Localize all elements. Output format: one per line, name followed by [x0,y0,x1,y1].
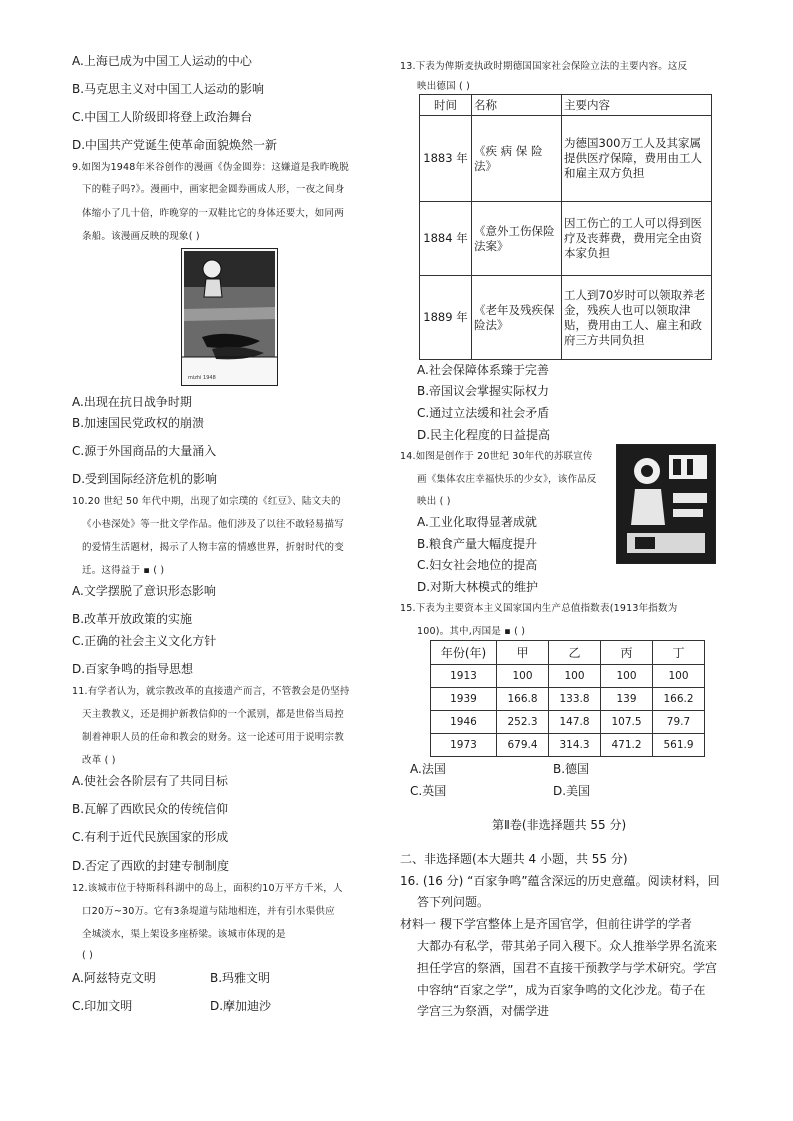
table-cell: 561.9 [653,734,705,757]
q12-option-c[interactable]: C.印加文明 [72,999,133,1013]
q11-option-c[interactable]: C.有利于近代民族国家的形成 [72,830,229,844]
table-cell-year: 1884 年 [420,202,472,276]
table-header-cell: 年份(年) [431,641,497,665]
table-cell-name: 《意外工伤保险法案》 [472,202,562,276]
q14-stem-line: 映出 ( ) [417,496,451,507]
q8-option-c[interactable]: C.中国工人阶级即将登上政治舞台 [72,110,253,124]
q15-table [430,640,705,757]
q10-option-a[interactable]: A.文学摆脱了意识形态影响 [72,584,216,598]
table-cell: 166.2 [653,688,705,711]
table-cell: 471.2 [601,734,653,757]
table-cell: 139 [601,688,653,711]
q14-stem-line: 14.如图是创作于 20世纪 30年代的苏联宣传 [400,451,593,462]
q14-poster-image [616,444,716,564]
table-row [431,734,705,757]
table-row [431,688,705,711]
q16-line: 材料一 稷下学宫整体上是齐国官学，但前往讲学的学者 [400,917,692,931]
table-header-cell: 丁 [653,641,705,665]
table-cell-content: 为德国300万工人及其家属提供医疗保障，费用由工人和雇主双方负担 [562,116,712,202]
q13-stem-line: 映出德国 ( ) [417,81,471,92]
q8-option-d[interactable]: D.中国共产党诞生使革命面貌焕然一新 [72,138,278,152]
q10-option-b[interactable]: B.改革开放政策的实施 [72,612,193,626]
table-cell-content: 工人到70岁时可以领取养老金，残疾人也可以领取津贴，费用由工人、雇主和政府三方共同负担 [562,276,712,360]
table-header-cell: 主要内容 [562,95,712,116]
q9-option-d[interactable]: D.受到国际经济危机的影响 [72,472,218,486]
q16-line: 担任学宫的祭酒，国君不直接干预教学与学术研究。学宫 [417,961,718,975]
q13-option-d[interactable]: D.民主化程度的日益提高 [417,428,551,442]
table-cell: 100 [549,665,601,688]
q16-line: 中容纳“百家之学”，成为百家争鸣的文化沙龙。荀子在 [417,983,706,997]
table-cell-content: 因工伤亡的工人可以得到医疗及丧葬费，费用完全由资本家负担 [562,202,712,276]
table-cell: 252.3 [497,711,549,734]
q13-option-c[interactable]: C.通过立法缓和社会矛盾 [417,406,550,420]
table-header-cell: 丙 [601,641,653,665]
q16-line: 16. (16 分) “百家争鸣”蕴含深远的历史意蕴。阅读材料，回 [400,874,720,888]
q11-option-d[interactable]: D.否定了西欧的封建专制制度 [72,859,230,873]
q14-option-b[interactable]: B.粮食产量大幅度提升 [417,537,538,551]
q8-option-b[interactable]: B.马克思主义对中国工人运动的影响 [72,82,265,96]
q12-option-b[interactable]: B.玛雅文明 [210,971,271,985]
q16-line: 学宫三为祭酒，对儒学进 [417,1004,550,1018]
table-cell: 100 [601,665,653,688]
q9-stem-line: 条船。该漫画反映的现象( ) [82,231,200,242]
q11-stem-line: 改革 ( ) [82,755,116,766]
q9-stem-line: 下的鞋子吗?》。漫画中，画家把金圆券画成人形，一夜之间身 [82,184,345,195]
table-cell: 166.8 [497,688,549,711]
q12-stem-line: 口20万~30万。它有3条堤道与陆地相连，并有引水渠供应 [82,906,335,917]
table-cell-year: 1889 年 [420,276,472,360]
table-cell: 1913 [431,665,497,688]
part2-heading: 二、非选择题(本大题共 4 小题，共 55 分) [400,852,628,866]
table-header-cell: 乙 [549,641,601,665]
section-title: 第Ⅱ卷(非选择题共 55 分) [492,818,627,832]
q9-option-c[interactable]: C.源于外国商品的大量涌入 [72,444,217,458]
table-row [431,711,705,734]
q12-stem-line: 全城淡水，渠上架设多座桥梁。该城市体现的是 [82,929,286,940]
table-row [420,202,712,276]
table-cell: 107.5 [601,711,653,734]
q15-option-d[interactable]: D.美国 [553,784,591,798]
q12-option-a[interactable]: A.阿兹特克文明 [72,971,156,985]
table-header-row [431,641,705,665]
q14-option-c[interactable]: C.妇女社会地位的提高 [417,558,538,572]
q9-cartoon-image [181,248,278,386]
table-cell: 314.3 [549,734,601,757]
q9-option-a[interactable]: A.出现在抗日战争时期 [72,395,192,409]
q10-stem-line: 《小巷深处》等一批文学作品。他们涉及了以往不敢轻易描写 [82,519,344,530]
q9-stem-line: 9.如图为1948年米谷创作的漫画《伪金圆券：这嫌道是我昨晚脱 [72,162,349,173]
table-header-cell: 时间 [420,95,472,116]
q9-stem-line: 体缩小了几十倍，昨晚穿的一双鞋比它的身体还要大，如同两 [82,208,344,219]
table-cell: 79.7 [653,711,705,734]
q15-option-b[interactable]: B.德国 [553,762,590,776]
q12-stem-line: ( ) [82,950,94,961]
q10-stem-line: 10.20 世纪 50 年代中期，出现了如宗璞的《红豆》、陆文夫的 [72,496,341,507]
q11-stem-line: 天主教教义，还是拥护新教信仰的一个派别，都是世俗当局控 [82,709,344,720]
q9-option-b[interactable]: B.加速国民党政权的崩溃 [72,416,205,430]
table-cell: 100 [653,665,705,688]
table-row [431,665,705,688]
q10-option-c[interactable]: C.正确的社会主义文化方针 [72,634,217,648]
q9-image-caption: mizhi 1948 [188,375,216,381]
table-row [420,116,712,202]
table-cell-name: 《老年及残疾保险法》 [472,276,562,360]
q13-option-a[interactable]: A.社会保障体系臻于完善 [417,363,549,377]
q11-stem-line: 11.有学者认为，就宗教改革的直接遗产而言，不管教会是仍坚持 [72,686,350,697]
table-header-cell: 甲 [497,641,549,665]
q13-stem-line: 13.下表为俾斯麦执政时期德国国家社会保险立法的主要内容。这反 [400,61,688,72]
q15-option-c[interactable]: C.英国 [410,784,447,798]
table-cell: 133.8 [549,688,601,711]
q8-option-a[interactable]: A.上海已成为中国工人运动的中心 [72,54,252,68]
q15-stem-line: 100)。其中,丙国是 ▪ ( ) [417,626,526,637]
table-header-cell: 名称 [472,95,562,116]
q10-stem-line: 的爱情生活题材，揭示了人物丰富的情感世界，折射时代的变 [82,542,344,553]
q13-table [419,94,712,360]
q14-option-d[interactable]: D.对斯大林模式的维护 [417,580,539,594]
table-cell: 1946 [431,711,497,734]
q13-option-b[interactable]: B.帝国议会掌握实际权力 [417,384,550,398]
q11-stem-line: 制着神职人员的任命和教会的财务。这一论述可用于说明宗教 [82,732,344,743]
table-cell: 100 [497,665,549,688]
table-header-row [420,95,712,116]
table-cell: 1973 [431,734,497,757]
q12-stem-line: 12.该城市位于特斯科科湖中的岛上，面积约10万平方千米，人 [72,883,343,894]
table-cell-year: 1883 年 [420,116,472,202]
q15-option-a[interactable]: A.法国 [410,762,446,776]
q14-option-a[interactable]: A.工业化取得显著成就 [417,515,537,529]
q16-line: 答下列问题。 [417,895,490,909]
table-cell: 1939 [431,688,497,711]
table-cell: 147.8 [549,711,601,734]
q11-option-b[interactable]: B.瓦解了西欧民众的传统信仰 [72,802,229,816]
q16-line: 大都办有私学，带其弟子同入稷下。众人推举学界名流来 [417,939,718,953]
q10-option-d[interactable]: D.百家争鸣的指导思想 [72,662,194,676]
q15-stem-line: 15.下表为主要资本主义国家国内生产总值指数表(1913年指数为 [400,603,678,614]
q10-stem-line: 迁。这得益于 ▪ ( ) [82,565,165,576]
table-cell: 679.4 [497,734,549,757]
q14-stem-line: 画《集体农庄幸福快乐的少女》，该作品反 [417,474,597,485]
table-row [420,276,712,360]
q11-option-a[interactable]: A.使社会各阶层有了共同目标 [72,774,228,788]
table-cell-name: 《疾 病 保 险法》 [472,116,562,202]
q12-option-d[interactable]: D.摩加迪沙 [210,999,272,1013]
